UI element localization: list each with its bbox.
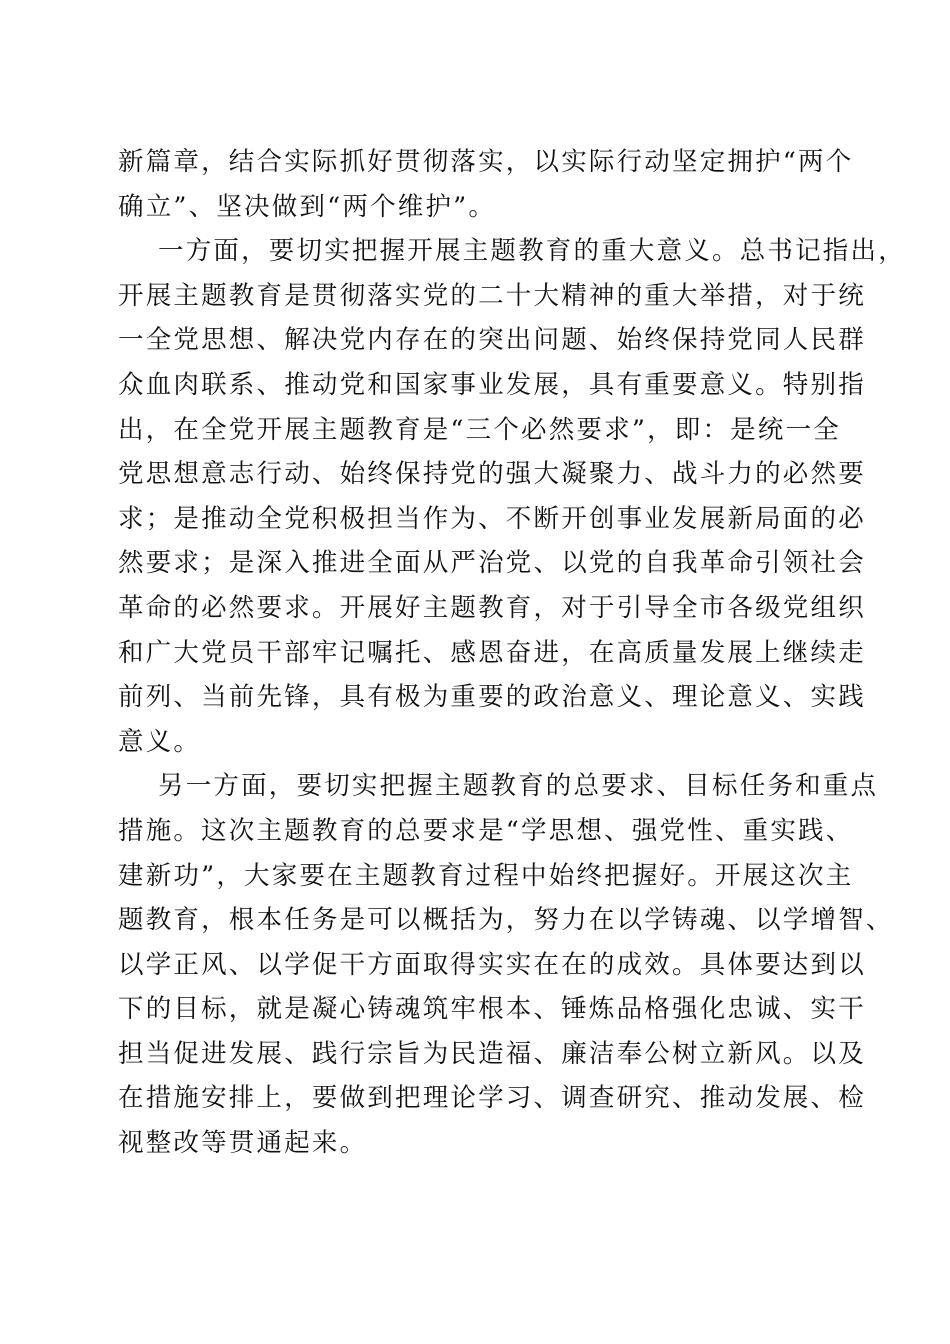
paragraph-1 — [118, 140, 854, 229]
text-line: 党思想意志行动、始终保持党的强大凝聚力、战斗力的必然要 — [118, 459, 866, 490]
paragraph-3 — [118, 764, 894, 1165]
text-line: 下的目标，就是凝心铸魂筑牢根本、锤炼品格强化忠诚、实干 — [118, 994, 866, 1025]
text-line: 开展主题教育是贯彻落实党的二十大精神的重大举措，对于统 — [118, 280, 866, 311]
text-line: 担当促进发展、践行宗旨为民造福、廉洁奉公树立新风。以及 — [118, 1038, 866, 1069]
text-line: 意义。 — [118, 726, 202, 757]
text-line: 措施。这次主题教育的总要求是“学思想、强党性、重实践、 — [118, 815, 854, 846]
text-line: 题教育，根本任务是可以概括为，努力在以学铸魂、以学增智、 — [118, 905, 894, 936]
paragraph-2 — [118, 229, 906, 764]
text-line: 新篇章，结合实际抓好贯彻落实，以实际行动坚定拥护“两个 — [118, 147, 854, 177]
text-line: 视整改等贯通起来。 — [118, 1128, 368, 1159]
text-line: 革命的必然要求。开展好主题教育，对于引导全市各级党组织 — [118, 592, 866, 623]
text-line: 在措施安排上，要做到把理论学习、调查研究、推动发展、检 — [118, 1083, 866, 1114]
text-line: 和广大党员干部牢记嘱托、感恩奋进，在高质量发展上继续走 — [118, 637, 866, 668]
text-line: 然要求；是深入推进全面从严治党、以党的自我革命引领社会 — [118, 548, 866, 579]
text-line: 一方面，要切实把握开展主题教育的重大意义。总书记指出， — [158, 236, 906, 267]
text-line: 另一方面，要切实把握主题教育的总要求、目标任务和重点 — [158, 771, 879, 802]
text-line: 众血肉联系、推动党和国家事业发展，具有重要意义。特别指 — [118, 369, 866, 400]
text-line: 前列、当前先锋，具有极为重要的政治意义、理论意义、实践 — [118, 682, 866, 713]
body-text — [118, 140, 906, 1166]
text-line: 以学正风、以学促干方面取得实实在在的成效。具体要达到以 — [118, 949, 866, 980]
text-line: 求；是推动全党积极担当作为、不断开创事业发展新局面的必 — [118, 503, 866, 534]
text-line: 出，在全党开展主题教育是“三个必然要求”，即：是统一全 — [118, 414, 841, 445]
text-line: 一全党思想、解决党内存在的突出问题、始终保持党同人民群 — [118, 325, 866, 356]
text-line: 确立”、坚决做到“两个维护”。 — [118, 191, 497, 222]
text-line: 建新功”，大家要在主题教育过程中始终把握好。开展这次主 — [118, 860, 854, 891]
